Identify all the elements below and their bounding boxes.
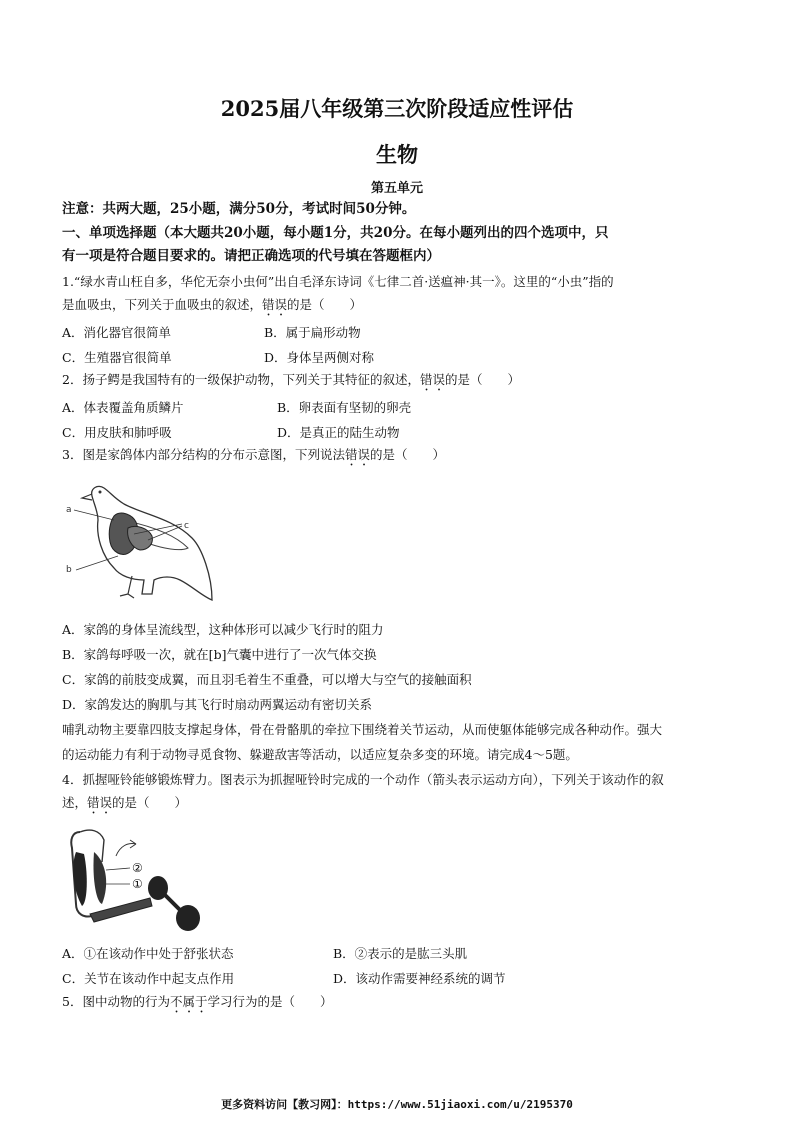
q3-option-b: B．家鸽每呼吸一次，就在[b]气囊中进行了一次气体交换	[62, 647, 377, 662]
subject-title: 生物	[376, 142, 418, 167]
q1-emphasis: 错误	[262, 297, 288, 312]
q4-emphasis: 错误	[87, 795, 113, 810]
unit-title: 第五单元	[370, 181, 423, 196]
figure-label-b: b	[66, 565, 72, 575]
q4-option-b: B．②表示的是肱三头肌	[333, 946, 468, 961]
q3-emphasis: 错误	[344, 447, 370, 462]
footer-link[interactable]: 更多资料访问【教习网】：https://www.51jiaoxi.com/u/2195370	[221, 1098, 573, 1111]
q2-option-a: A．体表覆盖角质鳞片	[62, 400, 184, 415]
dumbbell-bar	[158, 888, 188, 918]
passage-line1: 哺乳动物主要靠四肢支撑起身体，骨在骨骼肌的牵拉下围绕着关节运动，从而使躯体能够完成各种动作。强大	[62, 722, 663, 737]
q2-option-d: D．是真正的陆生动物	[277, 425, 400, 440]
exam-title: 2025届八年级第三次阶段适应性评估	[220, 96, 574, 121]
q1-option-c: C．生殖器官很简单	[62, 350, 172, 365]
motion-arrow	[116, 844, 136, 857]
q4-option-a: A．①在该动作中处于舒张状态	[62, 946, 234, 961]
pigeon-figure	[62, 476, 232, 614]
figure-label-2: ②	[132, 861, 143, 875]
figure-label-a: a	[66, 505, 72, 515]
q3-stem: 3．图是家鸽体内部分结构的分布示意图，下列说法错误的是（ ）	[62, 447, 445, 462]
label-2-line	[106, 868, 130, 870]
pigeon-eye	[99, 491, 102, 494]
exam-notice: 注意：共两大题，25小题，满分50分，考试时间50分钟。	[62, 201, 416, 217]
muscle-front	[93, 852, 106, 904]
q4-stem-line2: 述，错误的是（ ）	[62, 795, 188, 810]
pigeon-beak	[82, 494, 92, 500]
q5-emphasis: 不属于	[169, 994, 208, 1009]
passage-line2: 的运动能力有利于动物寻觅食物、躲避敌害等活动，以适应复杂多变的环境。请完成4～5题。	[62, 747, 578, 762]
q2-stem: 2．扬子鳄是我国特有的一级保护动物，下列关于其特征的叙述，错误的是（ ）	[62, 372, 520, 387]
q1-stem-line1: 1.“绿水青山枉自多，华佗无奈小虫何”出自毛泽东诗词《七律二首·送瘟神·其一》。这里的“小虫”指的	[62, 274, 614, 289]
label-b-line	[76, 556, 118, 570]
q2-option-c: C．用皮肤和肺呼吸	[62, 425, 172, 440]
q1-option-a: A．消化器官很简单	[62, 325, 172, 340]
q1-option-b: B．属于扁形动物	[264, 325, 361, 340]
label-a-line	[74, 510, 114, 520]
forearm	[90, 898, 152, 922]
section1-heading-line2: 有一项是符合题目要求的。请把正确选项的代号填在答题框内）	[62, 248, 440, 264]
q4-option-d: D．该动作需要神经系统的调节	[333, 971, 506, 986]
q5-stem: 5．图中动物的行为不属于学习行为的是（ ）	[62, 994, 333, 1009]
q2-emphasis: 错误	[419, 372, 445, 387]
q1-stem-line2: 是血吸虫，下列关于血吸虫的叙述，错误的是（ ）	[62, 297, 363, 312]
q2-option-b: B．卵表面有坚韧的卵壳	[277, 400, 412, 415]
q3-option-d: D．家鸽发达的胸肌与其飞行时扇动两翼运动有密切关系	[62, 697, 373, 712]
figure-label-1: ①	[132, 877, 143, 891]
q3-option-a: A．家鸽的身体呈流线型，这种体形可以减少飞行时的阻力	[62, 622, 384, 637]
q3-option-c: C．家鸽的前肢变成翼，而且羽毛着生不重叠，可以增大与空气的接触面积	[62, 672, 472, 687]
arm-dumbbell-figure	[66, 822, 206, 940]
q4-stem-line1: 4．抓握哑铃能够锻炼臂力。图表示为抓握哑铃时完成的一个动作（箭头表示运动方向），下列关于该动作的叙	[62, 772, 664, 787]
pigeon-leg	[120, 576, 134, 598]
q4-option-c: C．关节在该动作中起支点作用	[62, 971, 235, 986]
figure-label-c: c	[184, 521, 189, 531]
q1-option-d: D．身体呈两侧对称	[264, 350, 375, 365]
section1-heading-line1: 一、单项选择题（本大题共20小题，每小题1分，共20分。在每小题列出的四个选项中，只	[62, 225, 609, 241]
